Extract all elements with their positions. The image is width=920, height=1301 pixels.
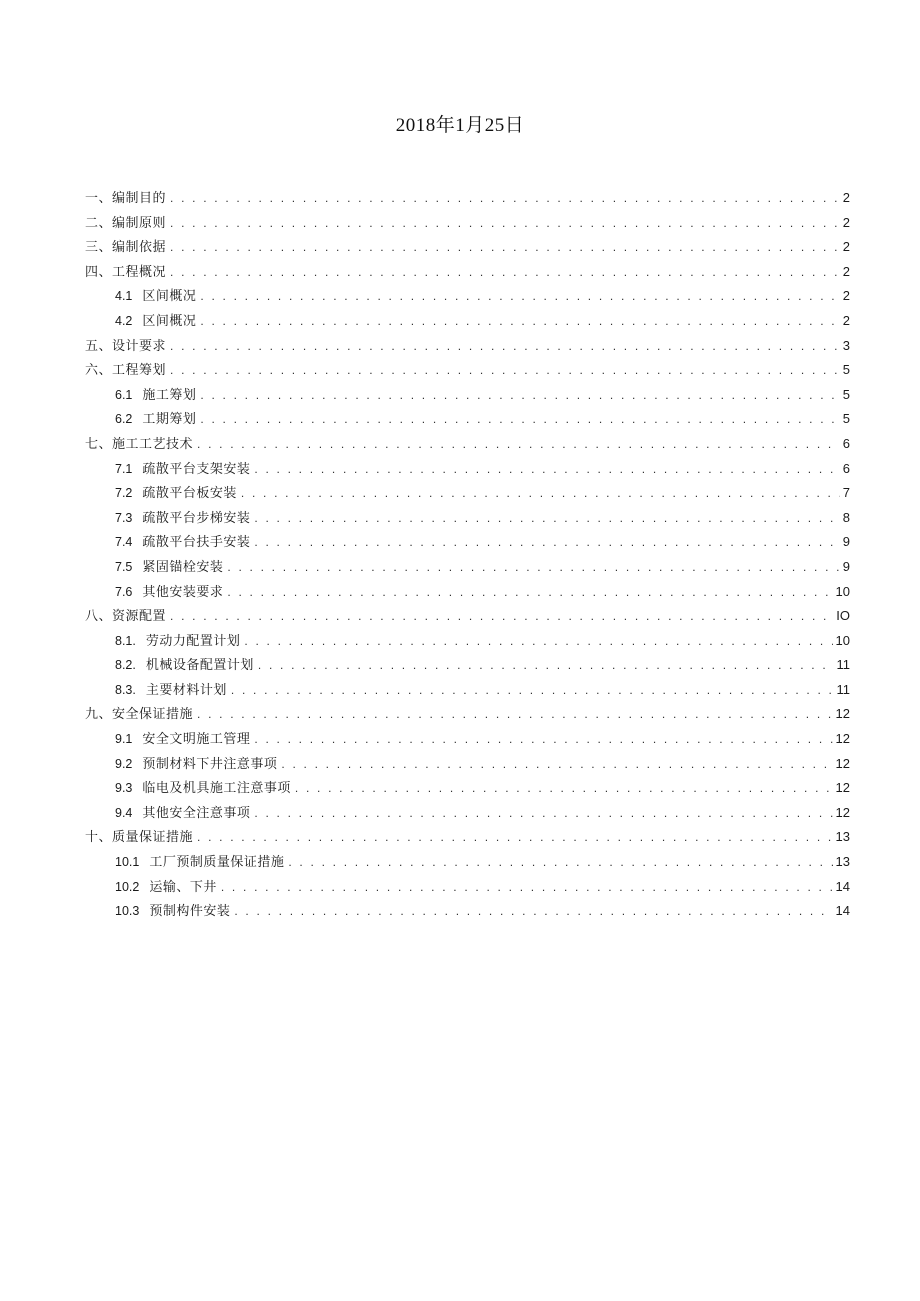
toc-dot-leader [227, 555, 839, 580]
toc-entry[interactable] [85, 481, 850, 506]
toc-entry-title: 其他安装要求 [142, 584, 224, 600]
toc-entry-page-number: 12 [835, 804, 850, 820]
toc-entry-title: 七、施工工艺技术 [85, 436, 194, 452]
toc-entry-page-number: 14 [835, 878, 850, 894]
toc-entry[interactable] [85, 432, 850, 457]
toc-dot-leader [254, 457, 839, 482]
toc-entry-title: 机械设备配置计划 [145, 658, 254, 674]
toc-entry[interactable] [85, 284, 850, 309]
toc-entry-number: 8.1. [115, 633, 136, 648]
toc-entry[interactable] [85, 309, 850, 334]
toc-dot-leader [170, 260, 840, 285]
toc-entry[interactable] [85, 211, 850, 236]
toc-entry-number: 6.2 [115, 412, 133, 427]
toc-entry-title: 疏散平台步梯安装 [142, 510, 251, 526]
toc-entry[interactable] [85, 727, 850, 752]
toc-entry-title: 疏散平台扶手安装 [142, 535, 251, 551]
toc-entry[interactable] [85, 260, 850, 285]
toc-entry-page-number: IO [836, 608, 850, 624]
toc-entry[interactable] [85, 801, 850, 826]
toc-entry-page-number: 6 [842, 435, 850, 451]
toc-dot-leader [254, 530, 839, 555]
toc-entry-page-number: 2 [842, 214, 850, 230]
toc-entry-number: 7.1 [115, 461, 133, 476]
toc-entry[interactable] [85, 899, 850, 924]
toc-entry-title: 三、编制依据 [85, 240, 167, 256]
toc-entry-number: 7.3 [115, 510, 133, 525]
toc-entry-title: 其他安全注意事项 [142, 805, 251, 821]
toc-entry-number: 10.2 [115, 879, 140, 894]
toc-dot-leader [170, 211, 840, 236]
toc-entry-title: 运输、下井 [149, 879, 217, 895]
toc-dot-leader [227, 580, 832, 605]
toc-entry[interactable] [85, 850, 850, 875]
toc-entry-page-number: 9 [842, 534, 850, 550]
toc-entry-title: 疏散平台板安装 [142, 486, 237, 502]
toc-entry[interactable] [85, 678, 850, 703]
toc-dot-leader [221, 875, 833, 900]
toc-entry-page-number: 9 [842, 558, 850, 574]
toc-entry[interactable] [85, 825, 850, 850]
toc-dot-leader [231, 678, 834, 703]
toc-entry-page-number: 3 [842, 337, 850, 353]
toc-entry-number: 9.4 [115, 805, 133, 820]
toc-entry-title: 二、编制原则 [85, 215, 167, 231]
toc-entry-number: 4.1 [115, 289, 133, 304]
toc-entry-page-number: 13 [835, 854, 850, 870]
toc-entry[interactable] [85, 580, 850, 605]
toc-entry-page-number: 2 [842, 263, 850, 279]
toc-dot-leader [295, 776, 833, 801]
toc-entry-page-number: 11 [836, 681, 850, 697]
toc-entry-page-number: 5 [842, 362, 850, 378]
toc-entry-number: 9.3 [115, 781, 133, 796]
toc-entry[interactable] [85, 702, 850, 727]
toc-entry-title: 疏散平台支架安装 [142, 461, 251, 477]
toc-entry-title: 一、编制目的 [85, 191, 167, 206]
toc-entry-page-number: 5 [842, 386, 850, 402]
toc-entry[interactable] [85, 629, 850, 654]
toc-dot-leader [170, 186, 840, 211]
toc-entry-page-number: 10 [835, 632, 850, 648]
toc-entry[interactable] [85, 235, 850, 260]
toc-entry-title: 四、工程概况 [85, 264, 167, 280]
toc-dot-leader [200, 383, 839, 408]
toc-entry[interactable] [85, 383, 850, 408]
toc-dot-leader [170, 334, 840, 359]
toc-entry-page-number: 14 [835, 903, 850, 919]
toc-entry-title: 施工筹划 [142, 387, 197, 403]
toc-entry-number: 9.1 [115, 732, 133, 747]
toc-entry[interactable] [85, 875, 850, 900]
toc-entry-number: 7.4 [115, 535, 133, 550]
toc-entry-title: 主要材料计划 [145, 682, 227, 698]
toc-entry[interactable] [85, 358, 850, 383]
toc-entry-page-number: 2 [842, 190, 850, 205]
toc-entry-page-number: 2 [842, 312, 850, 328]
toc-entry-number: 7.6 [115, 584, 133, 599]
document-date: 2018年1月25日 [395, 115, 525, 136]
toc-entry-number: 7.2 [115, 486, 133, 501]
toc-dot-leader [197, 825, 833, 850]
toc-dot-leader [197, 702, 833, 727]
toc-entry-number: 10.1 [115, 855, 140, 870]
toc-entry-page-number: 12 [835, 731, 850, 747]
toc-entry-number: 9.2 [115, 756, 133, 771]
toc-entry-page-number: 13 [835, 829, 850, 845]
toc-entry[interactable] [85, 752, 850, 777]
toc-entry-number: 4.2 [115, 313, 133, 328]
toc-dot-leader [241, 481, 840, 506]
toc-entry[interactable] [85, 530, 850, 555]
toc-dot-leader [281, 752, 832, 777]
toc-entry[interactable] [85, 653, 850, 678]
toc-dot-leader [170, 358, 840, 383]
toc-dot-leader [254, 801, 832, 826]
toc-entry-page-number: 12 [835, 780, 850, 796]
toc-entry-title: 区间概况 [142, 313, 197, 329]
toc-entry[interactable] [85, 407, 850, 432]
toc-dot-leader [244, 629, 832, 654]
toc-dot-leader [197, 432, 840, 457]
toc-entry-page-number: 2 [842, 288, 850, 304]
toc-entry[interactable] [85, 457, 850, 482]
toc-entry[interactable] [85, 776, 850, 801]
toc-entry-page-number: 8 [842, 509, 850, 525]
toc-entry[interactable] [85, 604, 850, 629]
toc-entry-page-number: 12 [835, 706, 850, 722]
toc-entry-page-number: 10 [835, 583, 850, 599]
toc-entry-title: 十、质量保证措施 [85, 830, 194, 846]
toc-entry-title: 预制构件安装 [149, 904, 231, 920]
toc-entry-page-number: 12 [835, 755, 850, 771]
toc-entry-title: 劳动力配置计划 [145, 633, 241, 649]
toc-dot-leader [254, 727, 832, 752]
toc-entry-title: 八、资源配置 [85, 609, 167, 625]
toc-dot-leader [170, 235, 840, 260]
toc-dot-leader [288, 850, 832, 875]
toc-entry-page-number: 5 [842, 411, 850, 427]
toc-entry-page-number: 6 [842, 460, 850, 476]
toc-entry-title: 安全文明施工管理 [142, 732, 251, 748]
toc-dot-leader [254, 506, 839, 531]
toc-entry[interactable] [85, 334, 850, 359]
toc-entry-title: 预制材料下井注意事项 [142, 756, 278, 772]
toc-entry-title: 五、设计要求 [85, 338, 167, 354]
toc-entry-number: 8.2. [115, 658, 136, 673]
toc-entry-title: 工期筹划 [142, 412, 197, 428]
toc-entry-title: 区间概况 [142, 289, 197, 305]
toc-entry-title: 九、安全保证措施 [85, 707, 194, 723]
toc-entry-page-number: 7 [842, 485, 850, 501]
toc-entry[interactable] [85, 506, 850, 531]
toc-entry-page-number: 11 [836, 657, 850, 673]
toc-entry-title: 六、工程筹划 [85, 363, 167, 379]
toc-dot-leader [258, 653, 834, 678]
toc-entry-number: 8.3. [115, 682, 136, 697]
toc-dot-leader [170, 604, 833, 629]
toc-entry-title: 临电及机具施工注意事项 [142, 781, 291, 797]
toc-dot-leader [200, 407, 839, 432]
toc-entry-title: 工厂预制质量保证措施 [149, 855, 285, 871]
toc-dot-leader [200, 309, 839, 334]
toc-entry-title: 紧固锚栓安装 [142, 559, 224, 575]
toc-entry[interactable] [85, 186, 850, 211]
toc-entry-number: 6.1 [115, 387, 133, 402]
toc-entry-number: 10.3 [115, 904, 140, 919]
toc-entry-number: 7.5 [115, 559, 133, 574]
toc-entry[interactable] [85, 555, 850, 580]
table-of-contents [85, 186, 850, 924]
toc-dot-leader [234, 899, 832, 924]
toc-dot-leader [200, 284, 839, 309]
toc-entry-page-number: 2 [842, 239, 850, 255]
